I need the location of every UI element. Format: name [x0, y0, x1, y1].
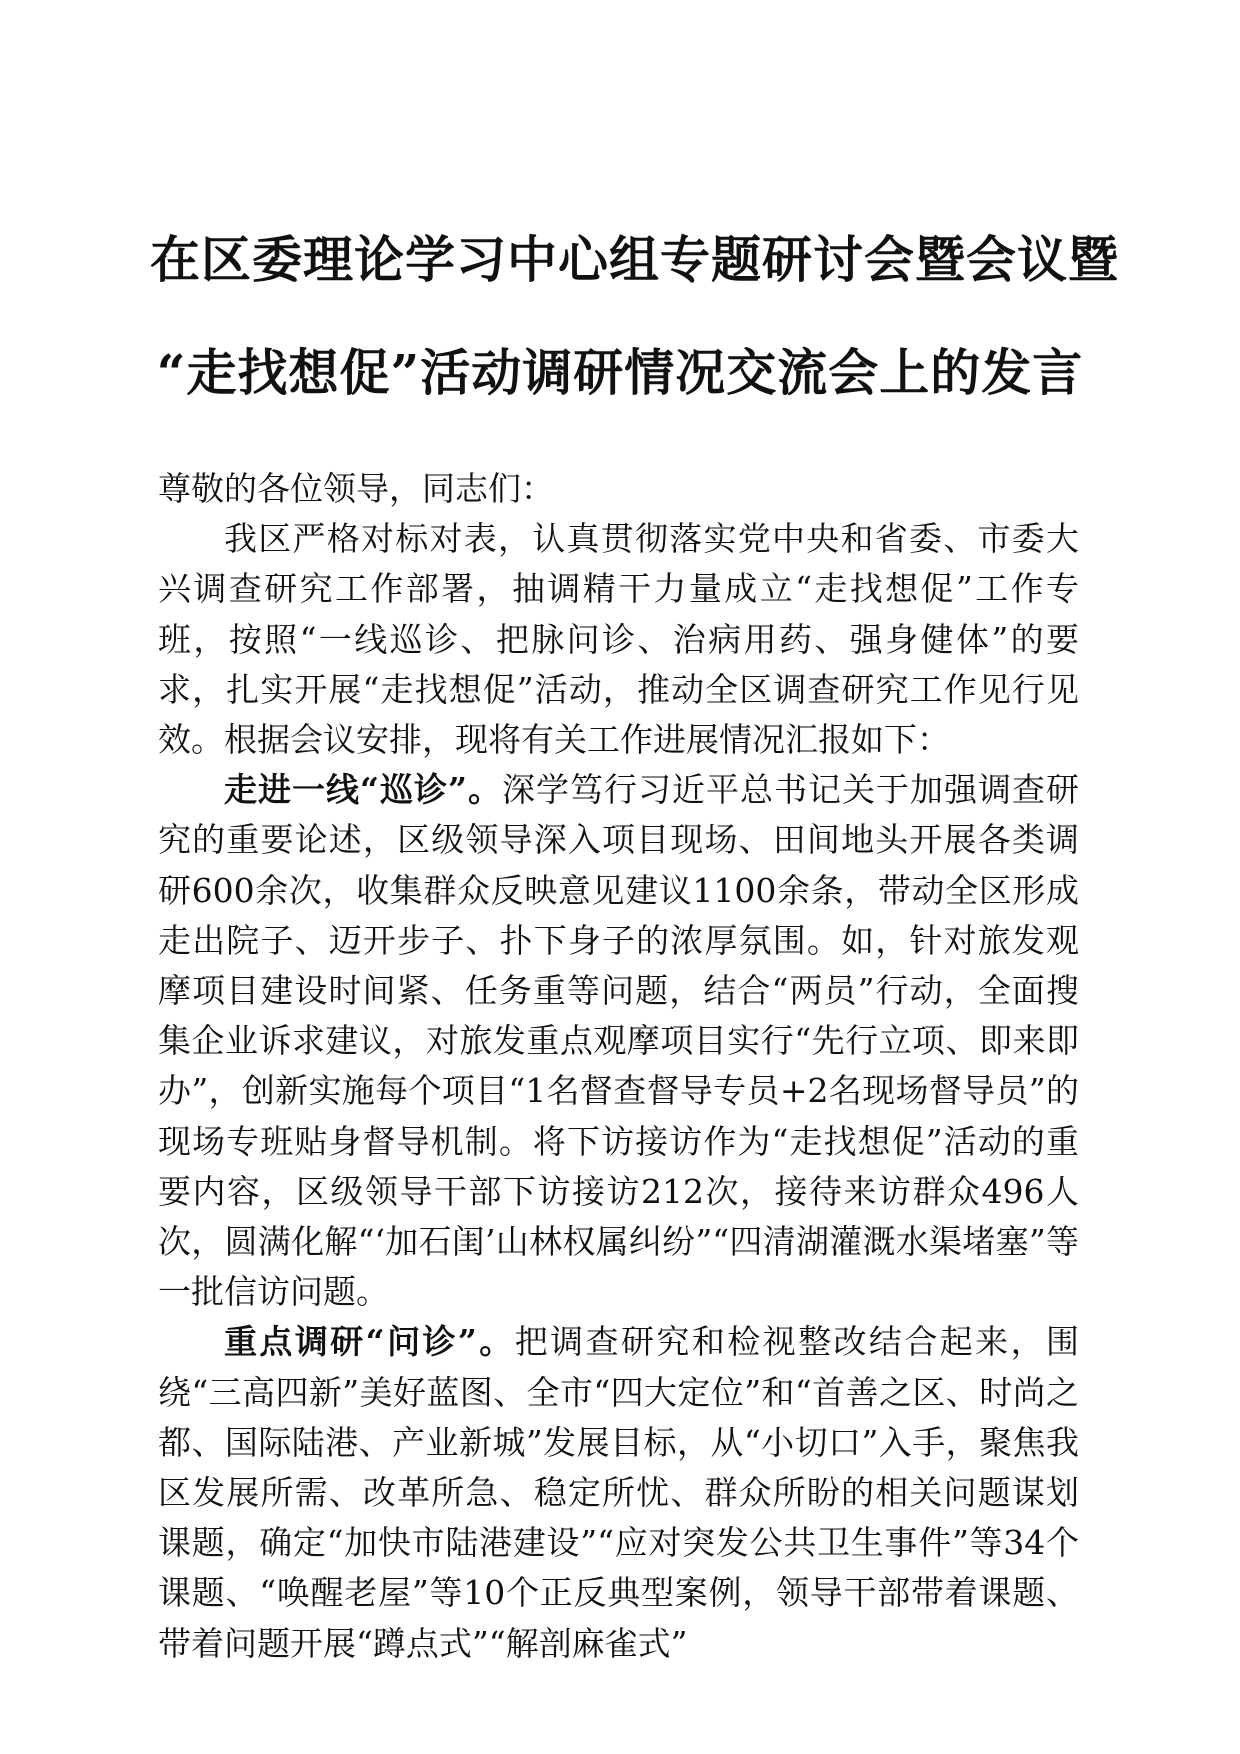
- document-title-line-1: 在区委理论学习中心组专题研讨会暨会议暨: [150, 230, 1119, 289]
- salutation: 尊敬的各位领导，同志们：: [158, 469, 554, 508]
- section-1-paragraph: [158, 765, 1079, 1317]
- section-2-heading: 重点调研“问诊”。: [224, 1322, 515, 1362]
- section-2-paragraph: [158, 1317, 1079, 1668]
- section-2-text: 把调查研究和检视整改结合起来，围绕“三高四新”美好蓝图、全市“四大定位”和“首善之区、时尚之都、国际陆港、产业新城”发展目标，从“小切口”入手，聚焦我区发展所需、改革所急、稳定所忧、群众所盼的相关问题谋划课题，确定“加快市陆港建设”“应对突发公共卫生事件”等34个课题、“唤醒老屋”等10个正反典型案例，领导干部带着课题、带着问题开展“蹲点式”“解剖麻雀式”: [158, 1322, 1080, 1663]
- intro-paragraph: 我区严格对标对表，认真贯彻落实党中央和省委、市委大兴调查研究工作部署，抽调精干力量成立“走找想促”工作专班，按照“一线巡诊、把脉问诊、治病用药、强身健体”的要求，扎实开展“走找想促”活动，推动全区调查研究工作见行见效。根据会议安排，现将有关工作进展情况汇报如下：: [158, 519, 1079, 760]
- section-1-heading: 走进一线“巡诊”。: [224, 770, 502, 810]
- document-title-line-2: “走找想促”活动调研情况交流会上的发言: [156, 343, 1084, 402]
- section-1-text: 深学笃行习近平总书记关于加强调查研究的重要论述，区级领导深入项目现场、田间地头开展各类调研600余次，收集群众反映意见建议1100余条，带动全区形成走出院子、迈开步子、扑下身子的浓厚氛围。如，针对旅发观摩项目建设时间紧、任务重等问题，结合“两员”行动，全面搜集企业诉求建议，对旅发重点观摩项目实行“先行立项、即来即办”，创新实施每个项目“1名督查督导专员+2名现场督导员”的现场专班贴身督导机制。将下访接访作为“走找想促”活动的重要内容，区级领导干部下访接访212次，接待来访群众496人次，圆满化解“‘加石闺’山林权属纠纷”“四清湖灌溉水渠堵塞”等一批信访问题。: [158, 770, 1080, 1312]
- document-body: [158, 464, 1079, 1669]
